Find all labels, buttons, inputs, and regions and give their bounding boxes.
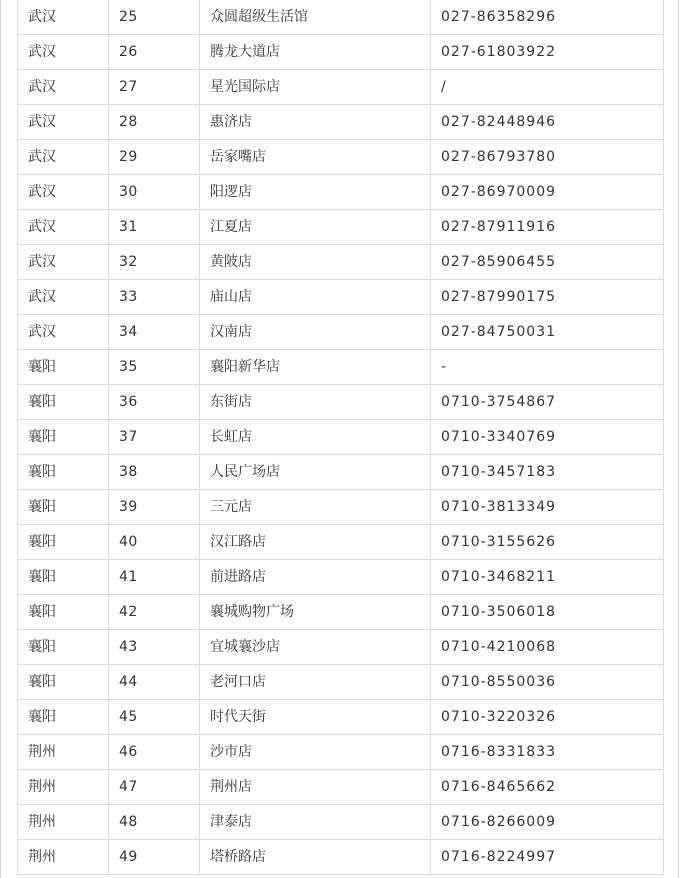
store-number-cell: 36 <box>109 385 200 420</box>
phone-cell: 027-86358296 <box>431 0 664 35</box>
city-cell: 襄阳 <box>18 525 109 560</box>
city-cell: 武汉 <box>18 140 109 175</box>
store-name-cell: 腾龙大道店 <box>200 35 431 70</box>
city-cell: 武汉 <box>18 280 109 315</box>
store-name-cell: 襄阳新华店 <box>200 350 431 385</box>
phone-cell: - <box>431 350 664 385</box>
page-border-right <box>678 0 679 878</box>
table-row <box>18 490 664 525</box>
store-name-cell: 津泰店 <box>200 805 431 840</box>
store-number-cell: 41 <box>109 560 200 595</box>
phone-cell: 027-86793780 <box>431 140 664 175</box>
city-cell: 襄阳 <box>18 455 109 490</box>
store-name-cell: 塔桥路店 <box>200 840 431 875</box>
table-row <box>18 525 664 560</box>
table-row <box>18 210 664 245</box>
city-cell: 襄阳 <box>18 490 109 525</box>
table-row <box>18 350 664 385</box>
store-name-cell: 星光国际店 <box>200 70 431 105</box>
store-number-cell: 40 <box>109 525 200 560</box>
store-name-cell: 黄陂店 <box>200 245 431 280</box>
city-cell: 襄阳 <box>18 595 109 630</box>
phone-cell: 027-87911916 <box>431 210 664 245</box>
city-cell: 襄阳 <box>18 700 109 735</box>
table-row <box>18 840 664 875</box>
store-name-cell: 惠济店 <box>200 105 431 140</box>
city-cell: 荆州 <box>18 840 109 875</box>
store-name-cell: 宜城襄沙店 <box>200 630 431 665</box>
page-border-left <box>0 0 1 878</box>
table-row <box>18 560 664 595</box>
city-cell: 武汉 <box>18 210 109 245</box>
store-number-cell: 29 <box>109 140 200 175</box>
table-row <box>18 70 664 105</box>
store-number-cell: 26 <box>109 35 200 70</box>
city-cell: 襄阳 <box>18 350 109 385</box>
phone-cell: 027-86970009 <box>431 175 664 210</box>
phone-cell: 0710-3468211 <box>431 560 664 595</box>
store-name-cell: 庙山店 <box>200 280 431 315</box>
table-row <box>18 280 664 315</box>
store-number-cell: 25 <box>109 0 200 35</box>
city-cell: 襄阳 <box>18 560 109 595</box>
table-row <box>18 420 664 455</box>
table-row <box>18 35 664 70</box>
phone-cell: 0710-3457183 <box>431 455 664 490</box>
store-number-cell: 39 <box>109 490 200 525</box>
table-row <box>18 140 664 175</box>
phone-cell: 027-61803922 <box>431 35 664 70</box>
store-name-cell: 老河口店 <box>200 665 431 700</box>
store-name-cell: 三元店 <box>200 490 431 525</box>
city-cell: 荆州 <box>18 770 109 805</box>
city-cell: 武汉 <box>18 35 109 70</box>
phone-cell: / <box>431 70 664 105</box>
phone-cell: 027-85906455 <box>431 245 664 280</box>
store-number-cell: 45 <box>109 700 200 735</box>
city-cell: 武汉 <box>18 315 109 350</box>
store-number-cell: 44 <box>109 665 200 700</box>
table-row <box>18 700 664 735</box>
store-name-cell: 众圆超级生活馆 <box>200 0 431 35</box>
store-name-cell: 江夏店 <box>200 210 431 245</box>
table-row <box>18 735 664 770</box>
table-row <box>18 630 664 665</box>
store-name-cell: 襄城购物广场 <box>200 595 431 630</box>
store-list-table <box>17 0 664 875</box>
store-number-cell: 27 <box>109 70 200 105</box>
phone-cell: 0710-3506018 <box>431 595 664 630</box>
store-name-cell: 东街店 <box>200 385 431 420</box>
store-number-cell: 42 <box>109 595 200 630</box>
phone-cell: 0710-3220326 <box>431 700 664 735</box>
store-number-cell: 33 <box>109 280 200 315</box>
city-cell: 武汉 <box>18 70 109 105</box>
table-row <box>18 805 664 840</box>
store-name-cell: 荆州店 <box>200 770 431 805</box>
phone-cell: 0710-3754867 <box>431 385 664 420</box>
store-name-cell: 前进路店 <box>200 560 431 595</box>
store-number-cell: 38 <box>109 455 200 490</box>
phone-cell: 0716-8465662 <box>431 770 664 805</box>
phone-cell: 027-82448946 <box>431 105 664 140</box>
table-row <box>18 385 664 420</box>
store-name-cell: 汉南店 <box>200 315 431 350</box>
city-cell: 襄阳 <box>18 385 109 420</box>
store-name-cell: 人民广场店 <box>200 455 431 490</box>
city-cell: 荆州 <box>18 735 109 770</box>
table-row <box>18 770 664 805</box>
table-row <box>18 245 664 280</box>
phone-cell: 0716-8266009 <box>431 805 664 840</box>
store-number-cell: 37 <box>109 420 200 455</box>
store-number-cell: 49 <box>109 840 200 875</box>
table-row <box>18 595 664 630</box>
store-name-cell: 汉江路店 <box>200 525 431 560</box>
city-cell: 武汉 <box>18 175 109 210</box>
store-list-body <box>18 0 664 875</box>
city-cell: 武汉 <box>18 245 109 280</box>
city-cell: 武汉 <box>18 0 109 35</box>
table-row <box>18 455 664 490</box>
store-number-cell: 31 <box>109 210 200 245</box>
phone-cell: 027-84750031 <box>431 315 664 350</box>
phone-cell: 0710-8550036 <box>431 665 664 700</box>
phone-cell: 0710-3155626 <box>431 525 664 560</box>
table-row <box>18 665 664 700</box>
table-row <box>18 175 664 210</box>
city-cell: 襄阳 <box>18 630 109 665</box>
phone-cell: 027-87990175 <box>431 280 664 315</box>
table-row <box>18 315 664 350</box>
store-number-cell: 43 <box>109 630 200 665</box>
store-name-cell: 岳家嘴店 <box>200 140 431 175</box>
store-name-cell: 长虹店 <box>200 420 431 455</box>
phone-cell: 0716-8224997 <box>431 840 664 875</box>
city-cell: 襄阳 <box>18 665 109 700</box>
city-cell: 荆州 <box>18 805 109 840</box>
store-number-cell: 47 <box>109 770 200 805</box>
store-number-cell: 30 <box>109 175 200 210</box>
store-number-cell: 28 <box>109 105 200 140</box>
store-name-cell: 沙市店 <box>200 735 431 770</box>
store-number-cell: 32 <box>109 245 200 280</box>
phone-cell: 0710-4210068 <box>431 630 664 665</box>
phone-cell: 0716-8331833 <box>431 735 664 770</box>
table-row <box>18 105 664 140</box>
store-number-cell: 35 <box>109 350 200 385</box>
store-name-cell: 阳逻店 <box>200 175 431 210</box>
phone-cell: 0710-3813349 <box>431 490 664 525</box>
city-cell: 武汉 <box>18 105 109 140</box>
store-number-cell: 48 <box>109 805 200 840</box>
phone-cell: 0710-3340769 <box>431 420 664 455</box>
store-number-cell: 46 <box>109 735 200 770</box>
table-row <box>18 0 664 35</box>
city-cell: 襄阳 <box>18 420 109 455</box>
store-number-cell: 34 <box>109 315 200 350</box>
store-name-cell: 时代天街 <box>200 700 431 735</box>
